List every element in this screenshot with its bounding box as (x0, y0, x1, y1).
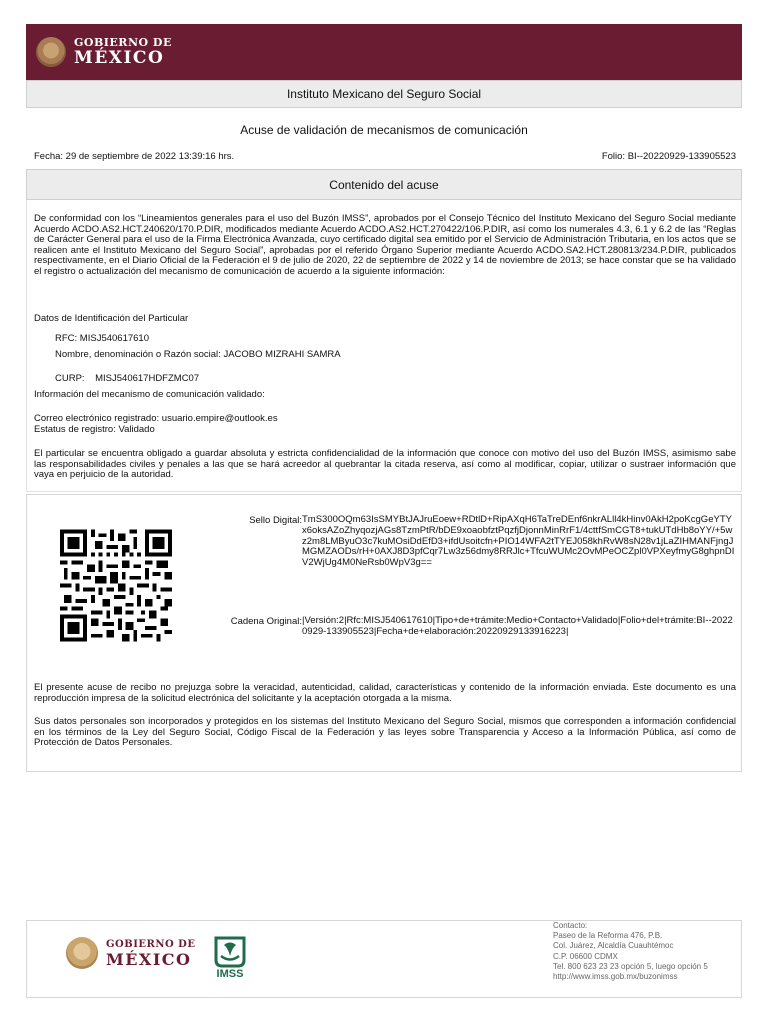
contact-block (553, 921, 708, 982)
footer-coat-of-arms-icon (66, 937, 98, 969)
footer-logo-line-2: MÉXICO (106, 950, 192, 969)
cadena-value: |Versión:2|Rfc:MISJ540617610|Tipo+de+trámite:Medio+Contacto+Validado|Folio+del+trámite:BI--20220929-133905523|Fecha+de+elaboración:20220929133916223| (302, 615, 733, 637)
rfc: RFC: MISJ540617610 (55, 333, 149, 344)
curp: CURP: MISJ540617HDFZMC07 (55, 373, 200, 384)
intro-paragraph: De conformidad con los “Lineamientos generales para el uso del Buzón IMSS”, aprobados por el Consejo Técnico del Instituto Mexicano del Seguro Social mediante Acuerdo ACDO.AS2.HCT.240620/170.P.DIR, modificados mediante Acuerdo ACDO.AS2.HCT.270422/106.P.DIR, así como los numerales 4.3, 6.1 y 6.2 de las “Reglas de Carácter General para el uso de la Firma Electrónica Avanzada, cuyo certificado digital sea emitido por el Servicio de Administración Tributaria, en los actos que se realicen ante el Instituto Mexicano del Seguro Social”, aprobadas por el referido Órgano Superior mediante Acuerdo ACDO.SA2.HCT.280813/234.P.DIR, publicados respectivamente, en el Diario Oficial de la Federación el 9 de julio de 2020, 22 de septiembre de 2022 y 14 de noviembre de 2013; se hace constar que se ha validado el registro o actualización del mecanismo de comunicación de acuerdo a la siguiente información: (34, 213, 736, 277)
datos-id-heading: Datos de Identificación del Particular (34, 313, 189, 324)
contact-url[interactable]: http://www.imss.gob.mx/buzonimss (553, 972, 678, 982)
sello-value: TmS300OQm63IsSMYBtJAJruEoew+RDtlD+RipAXqH6TaTreDEnf6nkrALll4kHinv0AkH2poKcgGeYTYx6oksAZoZhyqozjAGs8TzmPtR/bDE9xoaobfztPqzfjDjonnMinRrF1/4cttfSmCGT8+tukUTdHb8oYY/+5wz2m8LMByuO3c7kuMOsiDdEfD3+ifdUsoitcfn+PIO14WFA2tTYEJ058khRvW8sN28v1jLaZIHMANFjngJMGMZAODs/rH+0AXJ8D3pfCqr7Lw3z56dmy8RRJlc+TfcuWUMc2OvMPeOCZpl0VPXeyfmyG8ghpnDIV2WjUg4M0NeRsb0WpV3g== (302, 514, 735, 569)
contact-line: C.P. 06600 CDMX (553, 951, 618, 961)
contact-line: Tel. 800 623 23 23 opción 5, luego opción 5 (553, 961, 708, 971)
qr-code-icon (60, 527, 172, 644)
coat-of-arms-icon (36, 37, 66, 67)
fecha: Fecha: 29 de septiembre de 2022 13:39:16 hrs. (34, 151, 235, 162)
estatus: Estatus de registro: Validado (34, 424, 155, 435)
institute-name: Instituto Mexicano del Seguro Social (286, 87, 482, 101)
logo-line-2: MÉXICO (74, 48, 165, 68)
sello-label: Sello Digital: (249, 515, 302, 526)
contenido-label: Contenido del acuse (329, 177, 439, 192)
institute-band (26, 80, 742, 108)
contact-line: Col. Juárez, Alcaldía Cuauhtémoc (553, 941, 674, 951)
document-title: Acuse de validación de mecanismos de comunicación (240, 123, 528, 137)
footer-logo-line-1: GOBIERNO DE (106, 939, 196, 950)
imss-logo-icon (210, 936, 250, 978)
correo: Correo electrónico registrado: usuario.empire@outlook.es (34, 413, 278, 424)
gobierno-logo (74, 37, 172, 67)
contenido-band (26, 169, 742, 200)
contact-line: Paseo de la Reforma 476, P.B. (553, 931, 663, 941)
folio: Folio: BI--20220929-133905523 (601, 151, 736, 162)
info-mecanismo: Información del mecanismo de comunicación validado: (34, 389, 265, 400)
recibo-paragraph: El presente acuse de recibo no prejuzga sobre la veracidad, autenticidad, calidad, características y contenido de la información enviada. Este documento es una reproducción impresa de la solicitud electrónica del solicitante y la aceptación otorgada a la misma. (34, 682, 736, 704)
confidencial-paragraph: El particular se encuentra obligado a guardar absoluta y estricta confidencialidad de la información que conoce con motivo del uso del Buzón IMSS, asimismo sabe las responsabilidades civiles y penales a las que se hará acreedor al quebrantar la citada reserva, así como al modificar, copiar, utilizar o sustraer información que vaya en perjuicio de la autoridad. (34, 448, 736, 481)
footer-gobierno-logo (106, 940, 195, 968)
logo-line-1: GOBIERNO DE (74, 36, 172, 49)
contact-line: Contacto: (553, 921, 588, 930)
personales-paragraph: Sus datos personales son incorporados y protegidos en los sistemas del Instituto Mexicano del Seguro Social, mismos que corresponden a información confidencial en los términos de la Ley del Seguro Social, Código Fiscal de la Federación y las leyes sobre Transparencia y Acceso a la Información Pública, así como de Protección de Datos Personales. (34, 716, 736, 749)
cadena-label: Cadena Original: (230, 616, 302, 627)
header-banner (26, 24, 742, 80)
imss-wordmark: IMSS (216, 968, 244, 978)
nombre: Nombre, denominación o Razón social: JACOBO MIZRAHI SAMRA (55, 349, 341, 360)
